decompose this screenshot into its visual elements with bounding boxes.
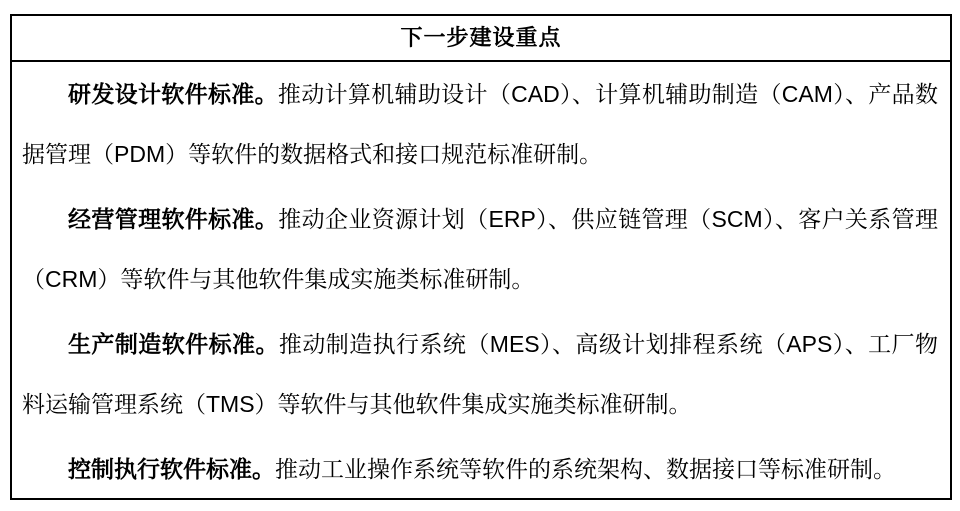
- paragraph: [22, 189, 938, 309]
- paragraph-text: 推动工业操作系统等软件的系统架构、数据接口等标准研制。: [275, 456, 896, 482]
- table-body-cell: [12, 62, 950, 499]
- document-table: [10, 14, 952, 500]
- paragraph-text: 推动计算机辅助设计（CAD）、计算机辅助制造（CAM）、产品数据管理（PDM）等软件的数据格式和接口规范标准研制。: [22, 81, 939, 167]
- paragraph: [22, 64, 938, 184]
- paragraph-lead: 控制执行软件标准。: [68, 456, 275, 482]
- paragraph-lead: 研发设计软件标准。: [68, 81, 278, 107]
- paragraph-lead: 经营管理软件标准。: [68, 206, 279, 232]
- paragraph: [22, 439, 938, 499]
- table-header-row: [12, 16, 950, 62]
- paragraph-lead: 生产制造软件标准。: [68, 331, 279, 357]
- paragraph-text: 推动制造执行系统（MES）、高级计划排程系统（APS）、工厂物料运输管理系统（TMS）等软件与其他软件集成实施类标准研制。: [22, 331, 938, 417]
- page-title: 下一步建设重点: [400, 25, 562, 50]
- paragraph: [22, 314, 938, 434]
- paragraph-text: 推动企业资源计划（ERP）、供应链管理（SCM）、客户关系管理（CRM）等软件与其他软件集成实施类标准研制。: [22, 206, 939, 292]
